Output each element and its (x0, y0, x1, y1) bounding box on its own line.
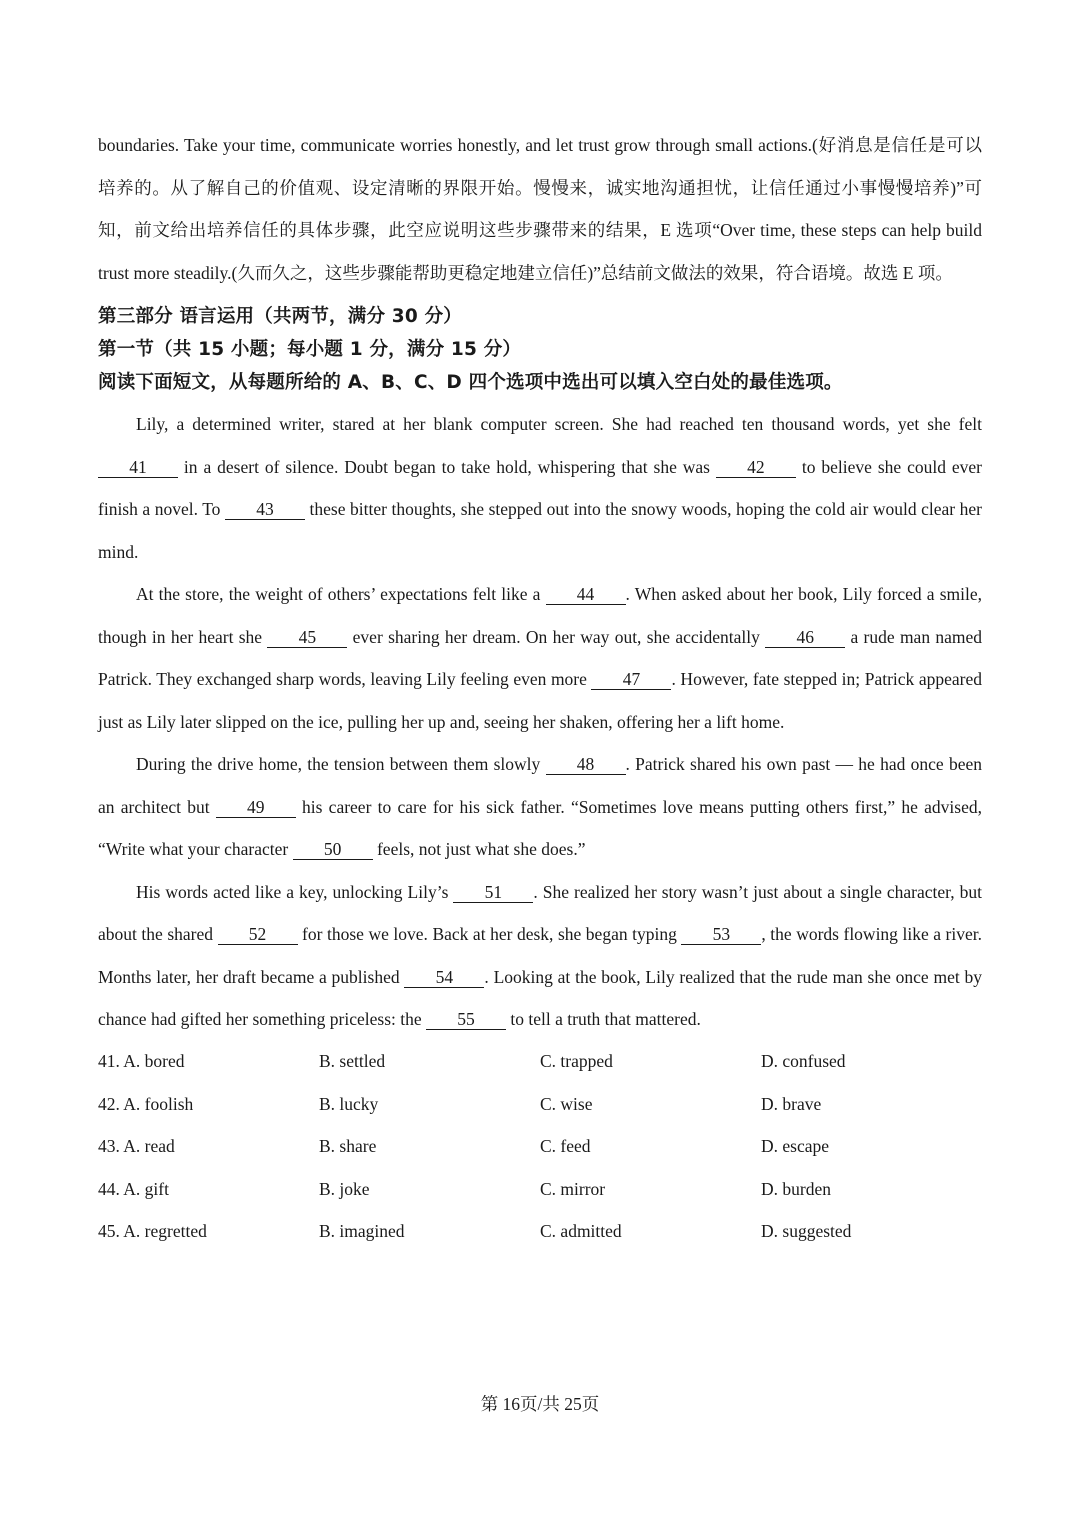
passage-text: ever sharing her dream. On her way out, she accidentally (347, 626, 766, 647)
option-c: C. wise (540, 1093, 593, 1114)
option-row-44 (98, 1168, 982, 1211)
section-heading: 第一节（共 15 小题；每小题 1 分，满分 15 分） (98, 339, 522, 360)
blank-48: 48 (546, 754, 626, 775)
passage-text: his career to care for his sick father. “Sometimes love means putting others first,” he advised, “Write what your character (98, 796, 982, 859)
option-c: C. trapped (540, 1051, 613, 1072)
passage-text: these bitter thoughts, she stepped out into the snowy woods, hoping the cold air would clear her mind. (98, 499, 983, 562)
passage-paragraph-2 (98, 573, 982, 743)
blank-52: 52 (218, 924, 298, 945)
passage-text: for those we love. Back at her desk, she began typing (297, 924, 682, 944)
option-a: 44. A. gift (98, 1178, 169, 1199)
option-d: D. brave (761, 1093, 822, 1114)
option-a: 41. A. bored (98, 1051, 185, 1072)
blank-50: 50 (293, 839, 373, 860)
option-d: D. burden (761, 1178, 831, 1199)
option-b: B. share (319, 1136, 377, 1157)
option-a: 42. A. foolish (98, 1093, 194, 1114)
passage-text: His words acted like a key, unlocking Lily’s (136, 881, 454, 902)
blank-44: 44 (546, 584, 626, 605)
part-heading: 第三部分 语言运用（共两节，满分 30 分） (98, 306, 462, 327)
blank-43: 43 (225, 499, 305, 520)
option-b: B. joke (319, 1178, 370, 1199)
passage-text: . Looking at the book, Lily realized that the rude man she once met by chance had gifted her something priceless: the (98, 966, 983, 1029)
passage-text: . When asked about her book, Lily forced a smile, though in her heart she (98, 584, 982, 647)
passage-paragraph-1 (98, 403, 982, 573)
blank-47: 47 (591, 669, 671, 690)
blank-45: 45 (267, 627, 347, 648)
blank-42: 42 (716, 457, 796, 478)
page-number-footer: 第 16页/共 25页 (480, 1394, 600, 1414)
instruction-heading: 阅读下面短文，从每题所给的 A、B、C、D 四个选项中选出可以填入空白处的最佳选项。 (98, 372, 843, 393)
option-row-43 (98, 1126, 982, 1169)
passage-text: to believe she could ever finish a novel. To (98, 456, 982, 519)
passage-text: in a desert of silence. Doubt began to take hold, whispering that she was (178, 456, 716, 477)
passage-text: . She realized her story wasn’t just about a single character, but about the shared (98, 881, 982, 944)
option-row-42 (98, 1083, 982, 1126)
passage-paragraph-4 (98, 871, 982, 1041)
options-list (98, 1041, 982, 1254)
passage-text: a rude man named Patrick. They exchanged sharp words, leaving Lily feeling even more (98, 626, 983, 689)
option-c: C. mirror (540, 1178, 606, 1199)
option-c: C. feed (540, 1136, 591, 1157)
passage-text: feels, not just what she does.” (372, 839, 586, 859)
passage-paragraph-3 (98, 743, 982, 871)
passage-text: During the drive home, the tension between them slowly (136, 754, 546, 774)
option-row-41 (98, 1041, 982, 1084)
option-row-45 (98, 1211, 982, 1254)
blank-49: 49 (216, 797, 296, 818)
option-c: C. admitted (540, 1221, 622, 1242)
option-b: B. settled (319, 1051, 386, 1072)
blank-41: 41 (98, 457, 178, 478)
blank-55: 55 (426, 1009, 506, 1030)
passage-text: Lily, a determined writer, stared at her blank computer screen. She had reached ten thousand words, yet she felt (136, 414, 982, 434)
passage-text: to tell a truth that mattered. (506, 1009, 701, 1029)
passage-text: At the store, the weight of others’ expectations felt like a (136, 584, 546, 604)
blank-54: 54 (404, 967, 484, 988)
answer-explanation: boundaries. Take your time, communicate worries honestly, and let trust grow through small actions.(好消息是信任是可以培养的。从了解自己的价值观、设定清晰的界限开始。慢慢来，诚实地沟通担忧，让信任通过小事慢慢培养)”可知，前文给出培养信任的具体步骤，此空应说明这些步骤带来的结果，E 选项“Over time, these steps can help build trust more steadily.(久而久之，这些步骤能帮助更稳定地建立信任)”总结前文做法的效果，符合语境。故选 E 项。 (98, 135, 982, 283)
blank-46: 46 (765, 627, 845, 648)
option-d: D. escape (761, 1136, 830, 1157)
passage-text: . However, fate stepped in; Patrick appeared just as Lily later slipped on the ice, pulling her up and, seeing her shaken, offering her a lift home. (98, 669, 983, 732)
passage-text: , the words flowing like a river. Months later, her draft became a published (98, 924, 982, 987)
blank-51: 51 (453, 882, 533, 903)
option-d: D. confused (761, 1051, 846, 1072)
page-body (98, 124, 982, 1253)
option-b: B. imagined (319, 1221, 405, 1242)
blank-53: 53 (681, 924, 761, 945)
option-a: 43. A. read (98, 1136, 175, 1157)
option-b: B. lucky (319, 1093, 379, 1114)
option-d: D. suggested (761, 1221, 852, 1242)
passage-text: . Patrick shared his own past — he had once been an architect but (98, 754, 982, 817)
option-a: 45. A. regretted (98, 1221, 207, 1242)
